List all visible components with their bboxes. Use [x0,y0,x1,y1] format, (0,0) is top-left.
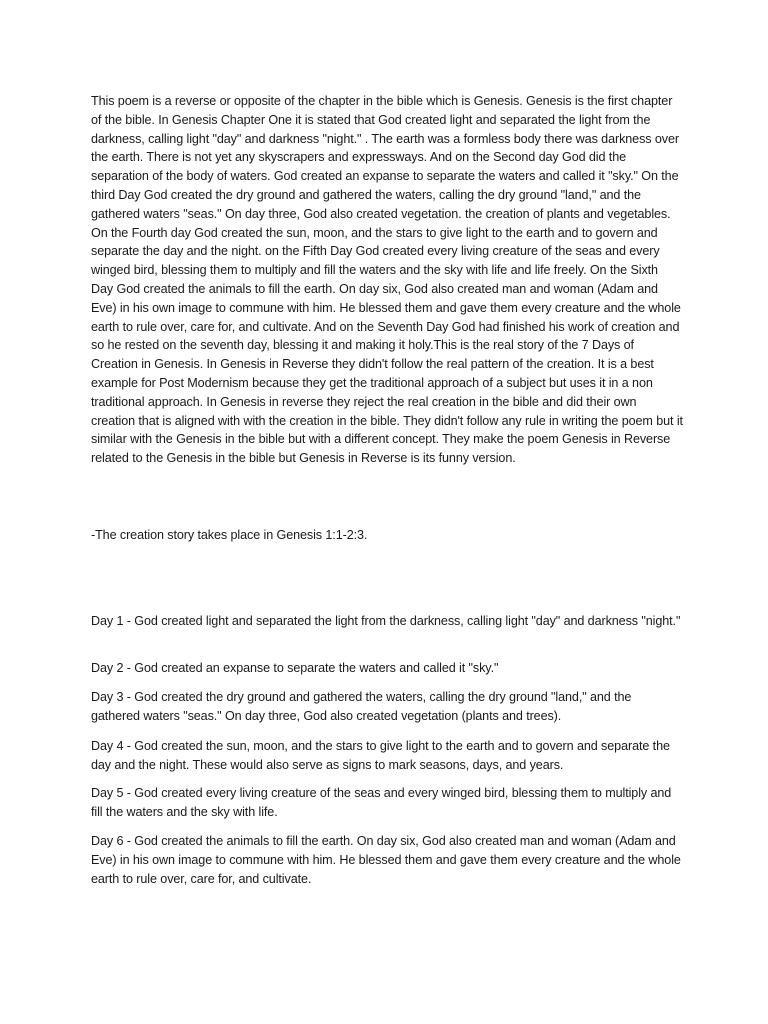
day-1-paragraph: Day 1 - God created light and separated the light from the darkness, calling light "day" and darkness "night." [91,614,681,628]
scripture-reference-note: -The creation story takes place in Genesis 1:1-2:3. [91,528,368,542]
day-3-paragraph: Day 3 - God created the dry ground and gathered the waters, calling the dry ground "land," and the gathered waters "seas." On day three, God also created vegetation (plants and trees). [91,690,632,723]
day-4-paragraph: Day 4 - God created the sun, moon, and the stars to give light to the earth and to govern and separate the day and the night. These would also serve as signs to mark seasons, days, and years. [91,739,670,772]
day-2-paragraph: Day 2 - God created an expanse to separate the waters and called it "sky." [91,661,499,675]
intro-paragraph: This poem is a reverse or opposite of the chapter in the bible which is Genesis. Genesis is the first chapter of the bible. In Genesis Chapter One it is stated that God created light and separated the light from the darkness, calling light "day" and darkness "night." . The earth was a formless body there was darkness over the earth. There is not yet any skyscrapers and expressways. And on the Second day God did the separation of the body of waters. God created an expanse to separate the waters and called it "sky." On the third Day God created the dry ground and gathered the waters, calling the dry ground "land," and the gathered waters "seas." On day three, God also created vegetation. the creation of plants and vegetables. On the Fourth day God created the sun, moon, and the stars to give light to the earth and to govern and separate the day and the night. on the Fifth Day God created every living creature of the seas and every winged bird, blessing them to multiply and fill the waters and the sky with life and life freely. On the Sixth Day God created the animals to fill the earth. On day six, God also created man and woman (Adam and Eve) in his own image to commune with him. He blessed them and gave them every creature and the whole earth to rule over, care for, and cultivate. And on the Seventh Day God had finished his work of creation and so he rested on the seventh day, blessing it and making it holy.This is the real story of the 7 Days of Creation in Genesis. In Genesis in Reverse they didn't follow the real pattern of the creation. It is a best example for Post Modernism because they get the traditional approach of a subject but uses it in a non traditional approach. In Genesis in reverse they reject the real creation in the bible and did their own creation that is aligned with with the creation in the bible. They didn't follow any rule in writing the poem but it similar with the Genesis in the bible but with a different concept. They make the poem Genesis in Reverse related to the Genesis in the bible but Genesis in Reverse is its funny version. [91,94,683,466]
day-5-paragraph: Day 5 - God created every living creature of the seas and every winged bird, blessing them to multiply and fill the waters and the sky with life. [91,786,672,819]
day-6-paragraph: Day 6 - God created the animals to fill the earth. On day six, God also created man and woman (Adam and Eve) in his own image to commune with him. He blessed them and gave them every creature and the whole earth to rule over, care for, and cultivate. [91,834,681,886]
